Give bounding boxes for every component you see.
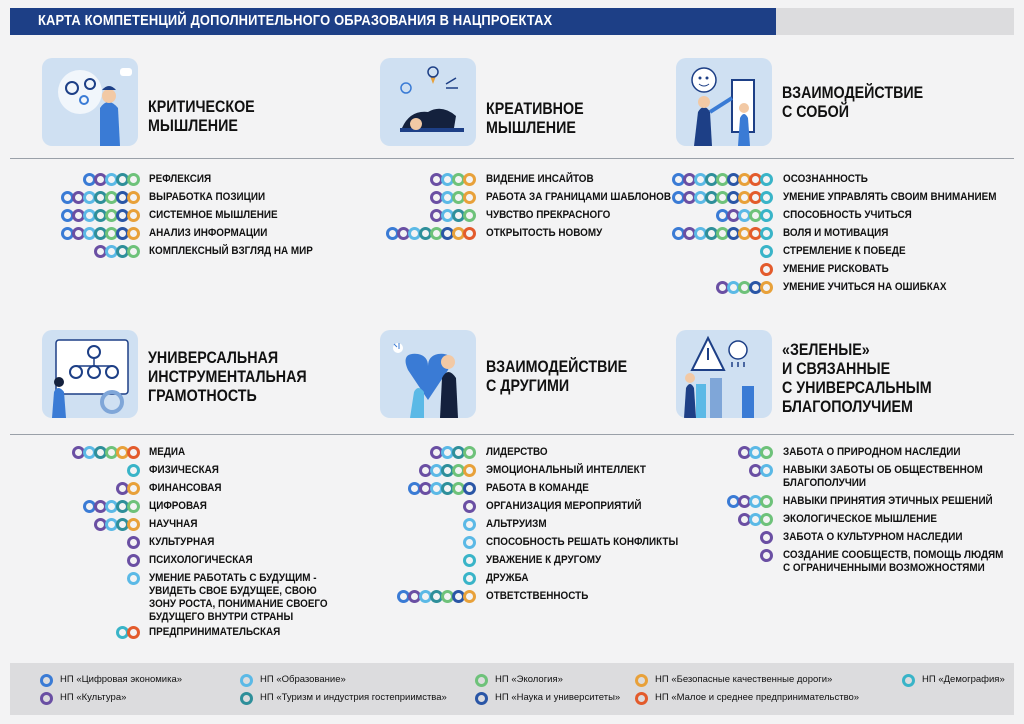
- page-title: КАРТА КОМПЕТЕНЦИЙ ДОПОЛНИТЕЛЬНОГО ОБРАЗОВАНИЯ В НАЦПРОЕКТАХ: [38, 12, 553, 29]
- competency-label: ВЫРАБОТКА ПОЗИЦИИ: [149, 191, 266, 203]
- competency-item: [0, 190, 1024, 206]
- competency-item: [0, 208, 1024, 224]
- competency-label: КУЛЬТУРНАЯ: [149, 536, 215, 548]
- competency-item: [0, 530, 1024, 546]
- competency-label: ЭКОЛОГИЧЕСКОЕ МЫШЛЕНИЕ: [783, 513, 938, 525]
- competency-item: [0, 494, 1024, 510]
- legend-dot-kultura: [40, 692, 53, 705]
- project-dot-demografiya: [463, 572, 476, 585]
- competency-label: СОЗДАНИЕ СООБЩЕСТВ, ПОМОЩЬ ЛЮДЯМ С ОГРАНИЧЕННЫМИ ВОЗМОЖНОСТЯМИ: [783, 549, 1004, 574]
- legend-dot-ekologiya: [475, 674, 488, 687]
- project-dot-demografiya: [760, 227, 773, 240]
- legend-label: НП «Экология»: [495, 674, 563, 685]
- competency-label: НАВЫКИ ПРИНЯТИЯ ЭТИЧНЫХ РЕШЕНИЙ: [783, 495, 993, 507]
- competency-label: ФИНАНСОВАЯ: [149, 482, 222, 494]
- competency-label: УВАЖЕНИЕ К ДРУГОМУ: [486, 554, 602, 566]
- instrumental-literacy-illustration: [42, 330, 138, 418]
- legend-label: НП «Демография»: [922, 674, 1005, 685]
- self-interaction-illustration: [676, 58, 772, 146]
- project-dot-kultura: [760, 531, 773, 544]
- competency-label: ЛИДЕРСТВО: [486, 446, 548, 458]
- project-dot-msp: [760, 263, 773, 276]
- competency-label: МЕДИА: [149, 446, 186, 458]
- competency-label: ОТКРЫТОСТЬ НОВОМУ: [486, 227, 603, 239]
- title-critical-thinking: КРИТИЧЕСКОЕ МЫШЛЕНИЕ: [148, 97, 255, 135]
- legend-footer: [10, 663, 1014, 715]
- title-green-wellbeing: «ЗЕЛЕНЫЕ» И СВЯЗАННЫЕ С УНИВЕРСАЛЬНЫМ БЛАГОПОЛУЧИЕМ: [782, 340, 932, 416]
- interaction-with-others-illustration: [380, 330, 476, 418]
- legend-label: НП «Цифровая экономика»: [60, 674, 183, 685]
- green-wellbeing-illustration: [676, 330, 772, 418]
- competency-label: РАБОТА ЗА ГРАНИЦАМИ ШАБЛОНОВ: [486, 191, 671, 203]
- competency-label: СТРЕМЛЕНИЕ К ПОБЕДЕ: [783, 245, 906, 257]
- competency-item: [0, 512, 1024, 528]
- creative-thinking-illustration: [380, 58, 476, 146]
- competency-label: ЧУВСТВО ПРЕКРАСНОГО: [486, 209, 611, 221]
- competency-label: ОТВЕТСТВЕННОСТЬ: [486, 590, 589, 602]
- competency-label: ОСОЗНАННОСТЬ: [783, 173, 868, 185]
- title-instrumental-literacy: УНИВЕРСАЛЬНАЯ ИНСТРУМЕНТАЛЬНАЯ ГРАМОТНОСТЬ: [148, 348, 307, 405]
- project-dot-demografiya: [760, 245, 773, 258]
- competency-label: НАВЫКИ ЗАБОТЫ ОБ ОБЩЕСТВЕННОМ БЛАГОПОЛУЧИИ: [783, 464, 983, 489]
- competency-label: СПОСОБНОСТЬ УЧИТЬСЯ: [783, 209, 912, 221]
- project-dot-kultura: [760, 549, 773, 562]
- title-self-interaction: ВЗАИМОДЕЙСТВИЕ С СОБОЙ: [782, 83, 924, 121]
- competency-label: РЕФЛЕКСИЯ: [149, 173, 212, 185]
- competency-item: [0, 172, 1024, 188]
- competency-item: [0, 262, 1024, 278]
- legend-label: НП «Безопасные качественные дороги»: [655, 674, 833, 685]
- legend-dot-nauka: [475, 692, 488, 705]
- competency-label: ЭМОЦИОНАЛЬНЫЙ ИНТЕЛЛЕКТ: [486, 464, 646, 476]
- competency-label: ДРУЖБА: [486, 572, 529, 584]
- competency-label: СПОСОБНОСТЬ РЕШАТЬ КОНФЛИКТЫ: [486, 536, 679, 548]
- competency-label: ПРЕДПРИНИМАТЕЛЬСКАЯ: [149, 626, 281, 638]
- header-bar: [10, 8, 776, 35]
- competency-label: ЗАБОТА О КУЛЬТУРНОМ НАСЛЕДИИ: [783, 531, 963, 543]
- competency-label: ЗАБОТА О ПРИРОДНОМ НАСЛЕДИИ: [783, 446, 961, 458]
- legend-label: НП «Образование»: [260, 674, 346, 685]
- project-dot-demografiya: [760, 209, 773, 222]
- competency-label: ВОЛЯ И МОТИВАЦИЯ: [783, 227, 889, 239]
- legend-label: НП «Наука и университеты»: [495, 692, 621, 703]
- competency-label: КОМПЛЕКСНЫЙ ВЗГЛЯД НА МИР: [149, 245, 313, 257]
- project-dot-obrazovanie: [760, 464, 773, 477]
- legend-dot-cifrovaya: [40, 674, 53, 687]
- competency-label: НАУЧНАЯ: [149, 518, 198, 530]
- project-dot-ekologiya: [760, 446, 773, 459]
- project-dot-ekologiya: [760, 495, 773, 508]
- separator-top: [10, 158, 1014, 159]
- competency-item: [0, 589, 1024, 605]
- project-dot-dorogi: [760, 281, 773, 294]
- project-dot-msp: [127, 626, 140, 639]
- competency-label: ОРГАНИЗАЦИЯ МЕРОПРИЯТИЙ: [486, 500, 642, 512]
- legend-dot-dorogi: [635, 674, 648, 687]
- header-grey-block: [776, 8, 1014, 35]
- competency-label: ЦИФРОВАЯ: [149, 500, 207, 512]
- legend-label: НП «Культура»: [60, 692, 127, 703]
- legend-dot-demografiya: [902, 674, 915, 687]
- competency-label: ФИЗИЧЕСКАЯ: [149, 464, 219, 476]
- legend-dot-turizm: [240, 692, 253, 705]
- competency-label: ПСИХОЛОГИЧЕСКАЯ: [149, 554, 253, 566]
- competency-item: [0, 548, 1024, 574]
- project-dot-demografiya: [760, 173, 773, 186]
- competency-label: АЛЬТРУИЗМ: [486, 518, 547, 530]
- project-dot-ekologiya: [760, 513, 773, 526]
- competency-item: [0, 226, 1024, 242]
- competency-label: УМЕНИЕ РИСКОВАТЬ: [783, 263, 889, 275]
- legend-label: НП «Туризм и индустрия гостеприимства»: [260, 692, 447, 703]
- competency-label: АНАЛИЗ ИНФОРМАЦИИ: [149, 227, 268, 239]
- title-interaction-with-others: ВЗАИМОДЕЙСТВИЕ С ДРУГИМИ: [486, 357, 628, 395]
- critical-thinking-illustration: [42, 58, 138, 146]
- legend-label: НП «Малое и среднее предпринимательство»: [655, 692, 860, 703]
- competency-item: [0, 445, 1024, 461]
- competency-item: [0, 625, 1024, 641]
- project-dot-demografiya: [760, 191, 773, 204]
- competency-label: РАБОТА В КОМАНДЕ: [486, 482, 589, 494]
- title-creative-thinking: КРЕАТИВНОЕ МЫШЛЕНИЕ: [486, 99, 584, 137]
- competency-label: УМЕНИЕ УПРАВЛЯТЬ СВОИМ ВНИМАНИЕМ: [783, 191, 997, 203]
- legend-dot-obrazovanie: [240, 674, 253, 687]
- competency-label: СИСТЕМНОЕ МЫШЛЕНИЕ: [149, 209, 278, 221]
- competency-item: [0, 244, 1024, 260]
- legend-dot-msp: [635, 692, 648, 705]
- competency-label: УМЕНИЕ РАБОТАТЬ С БУДУЩИМ - УВИДЕТЬ СВОЕ БУДУЩЕЕ, СВОЮ ЗОНУ РОСТА, ПОНИМАНИЕ СВОЕГО БУДУЩЕГО ВНУТРИ СТРАНЫ: [149, 572, 328, 623]
- separator-middle: [10, 434, 1014, 435]
- project-dot-dorogi: [463, 590, 476, 603]
- competency-label: УМЕНИЕ УЧИТЬСЯ НА ОШИБКАХ: [783, 281, 947, 293]
- competency-item: [0, 280, 1024, 296]
- competency-label: ВИДЕНИЕ ИНСАЙТОВ: [486, 173, 594, 185]
